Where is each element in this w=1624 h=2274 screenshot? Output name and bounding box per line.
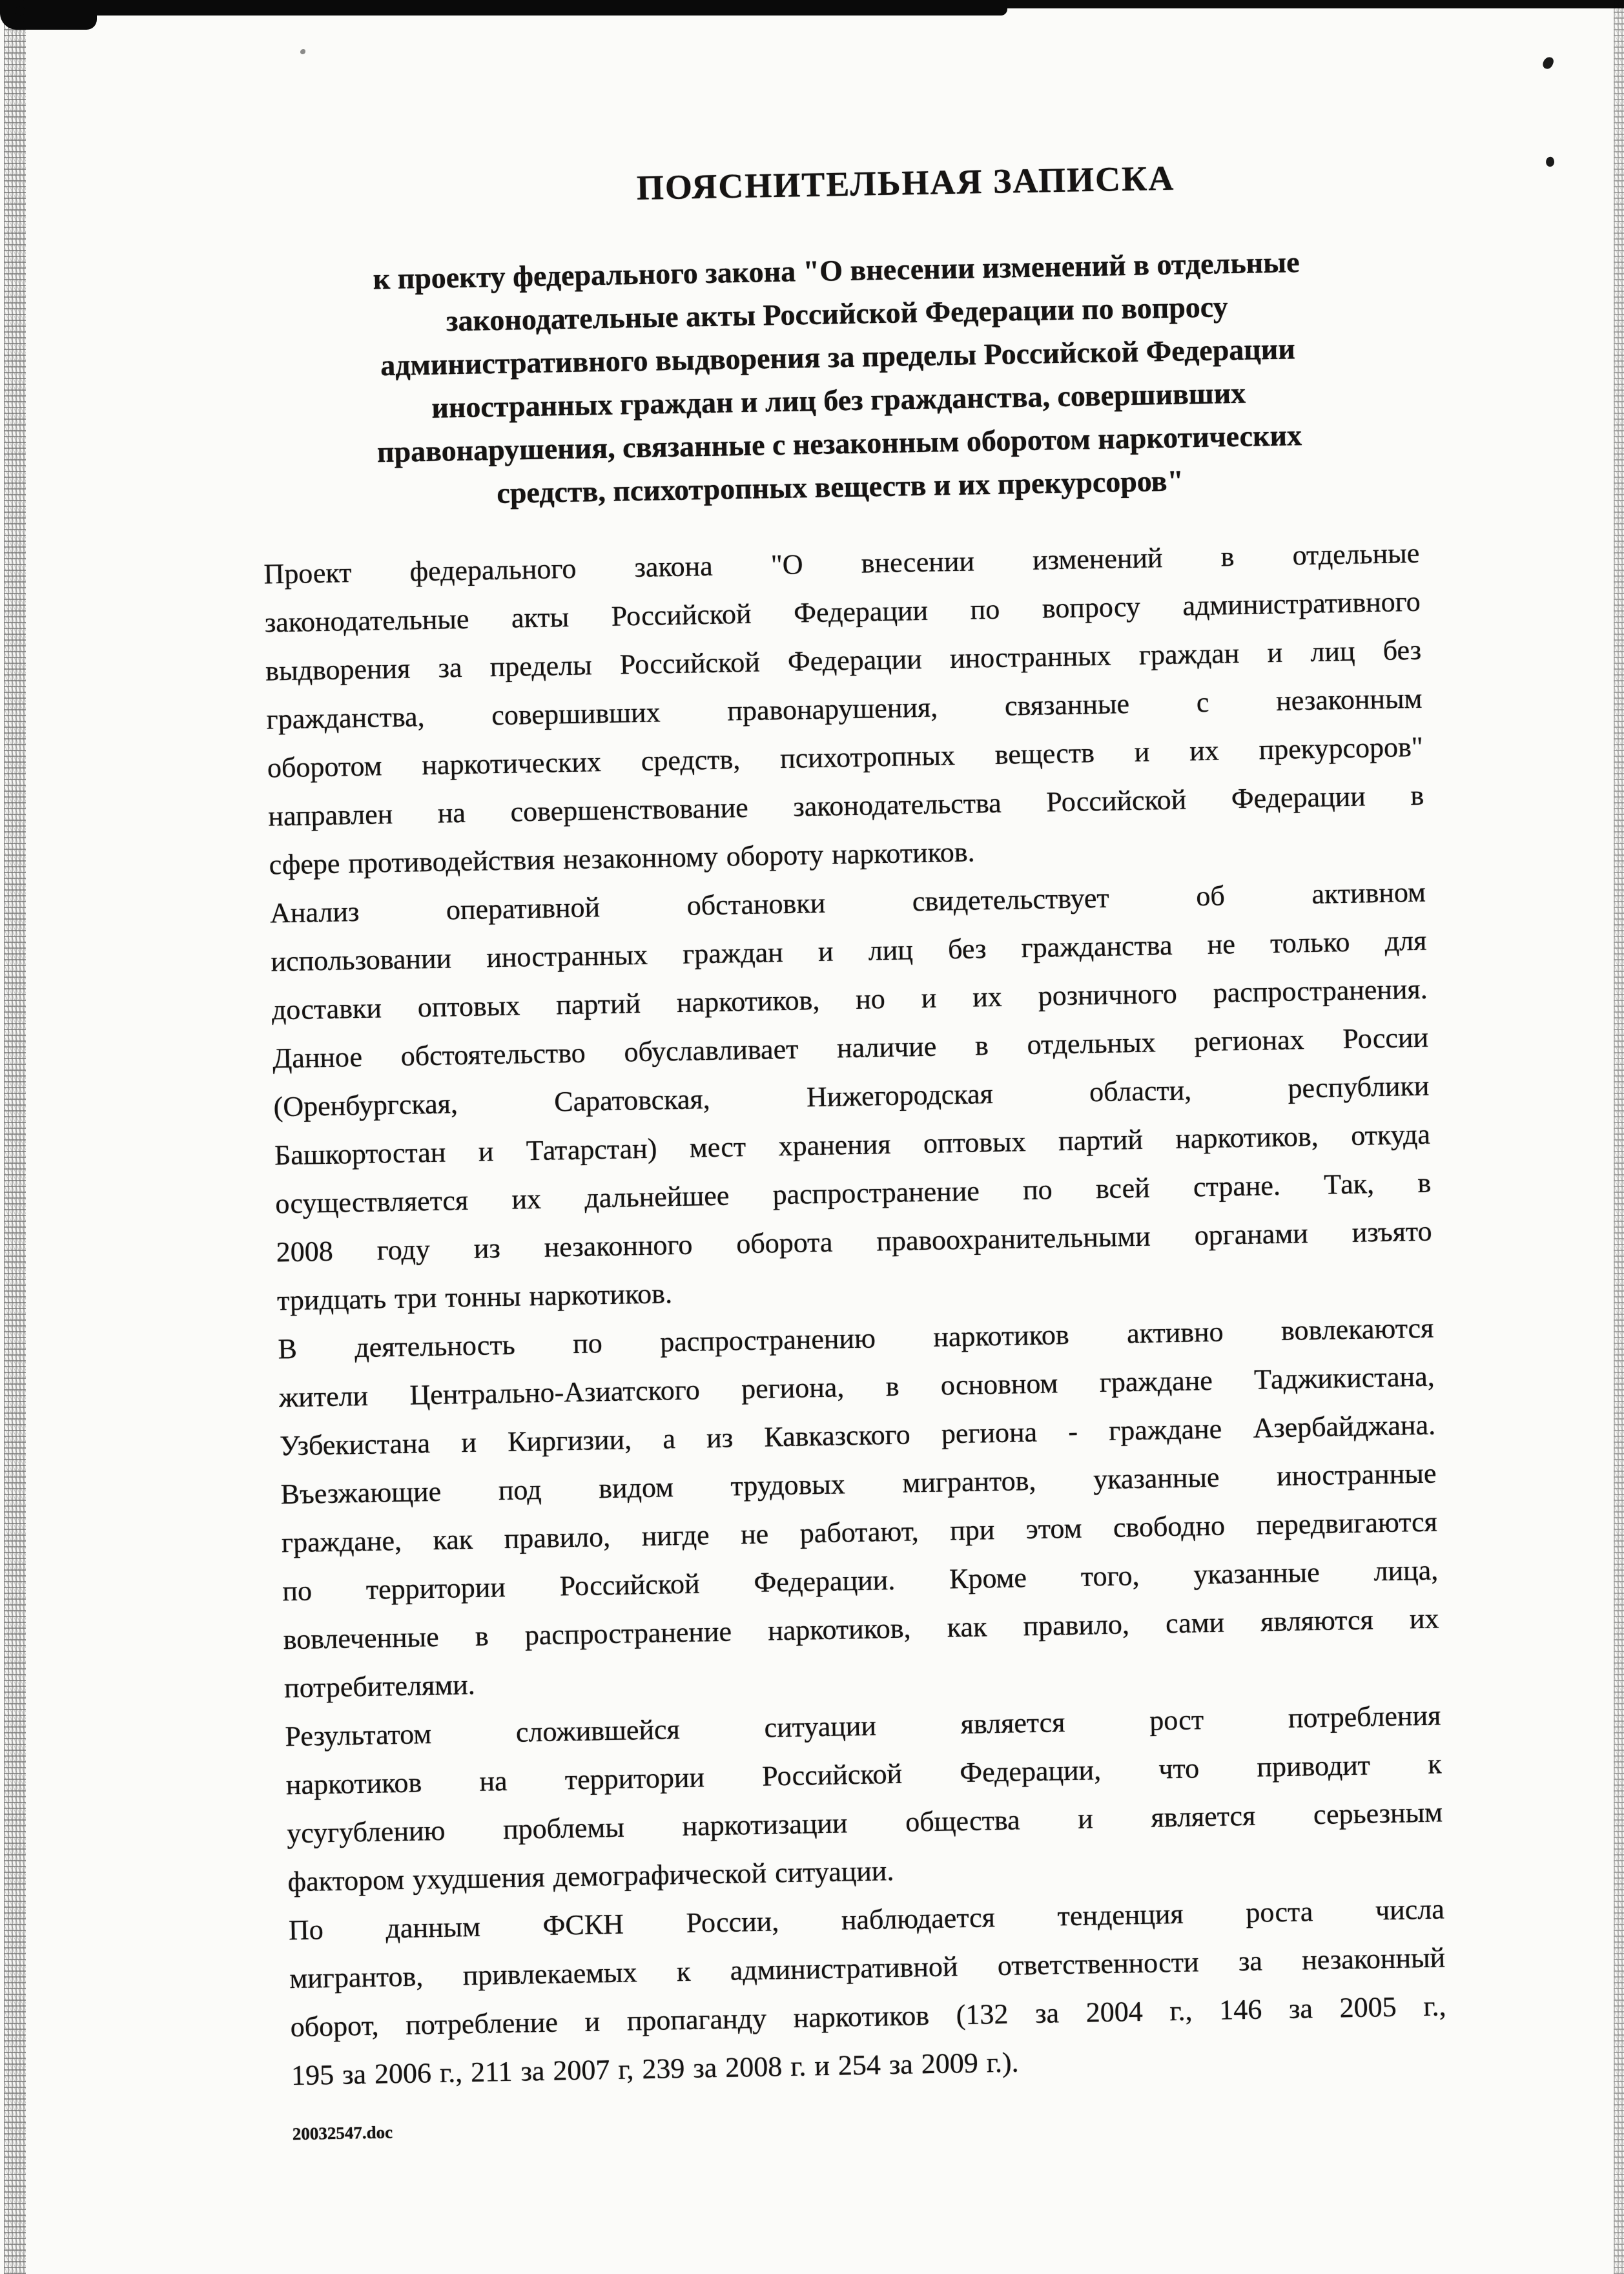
text-line: Анализ оперативной обстановки свидетельствует об активном [269, 876, 1426, 929]
document-content [256, 154, 1448, 2144]
subtitle-line: правонарушения, связанные с незаконным оборотом наркотических [376, 419, 1302, 469]
text-line: 195 за 2006 г., 211 за 2007 г, 239 за 2008 г. и 254 за 2009 г.). [291, 2046, 1019, 2092]
scan-artifact-top-band-left [0, 0, 1007, 16]
document-title: ПОЯСНИТЕЛЬНАЯ ЗАПИСКА [636, 158, 1175, 207]
text-line: осуществляется их дальнейшее распространение по всей стране. Так, в [274, 1166, 1432, 1220]
text-line: Данное обстоятельство обуславливает наличие в отдельных регионах России [272, 1021, 1429, 1075]
subtitle-line: средств, психотропных веществ и их прекурсоров" [496, 464, 1184, 510]
text-line: Результатом сложившейся ситуации является рост потребления [285, 1699, 1441, 1753]
text-line: Башкортостан и Татарстан) мест хранения оптовых партий наркотиков, откуда [274, 1118, 1431, 1172]
text-line: В деятельность по распространению наркотиков активно вовлекаются [278, 1312, 1434, 1365]
ink-speck [1545, 156, 1555, 168]
paragraph [285, 1691, 1444, 1906]
paragraph [263, 529, 1425, 889]
text-line: потребителями. [283, 1668, 476, 1704]
text-line: законодательные акты Российской Федерации по вопросу административного [264, 585, 1421, 639]
scan-noise-right-edge [1614, 0, 1624, 2274]
text-line: оборот, потребление и пропаганду наркотиков (132 за 2004 г., 146 за 2005 г., [290, 1990, 1446, 2043]
text-line: По данным ФСКН России, наблюдается тенденция роста числа [288, 1893, 1445, 1947]
text-line: по территории Российской Федерации. Кроме того, указанные лица, [282, 1554, 1439, 1607]
text-line: Узбекистана и Киргизии, а из Кавказского региона - граждане Азербайджана. [279, 1409, 1436, 1462]
ink-speck [1541, 56, 1555, 70]
paragraph [278, 1304, 1441, 1713]
paragraph-lines [263, 529, 1425, 889]
text-line: выдворения за пределы Российской Федерации иностранных граждан и лиц без [265, 634, 1422, 687]
text-line: сфере противодействия незаконному обороту наркотиков. [269, 836, 975, 881]
subtitle-line: иностранных граждан и лиц без гражданства, совершивших [431, 376, 1246, 424]
paragraph [269, 868, 1433, 1325]
paragraph-lines [278, 1304, 1441, 1713]
text-line: фактором ухудшения демографической ситуации. [287, 1855, 894, 1898]
text-line: (Оренбургская, Саратовская, Нижегородская области, республики [273, 1070, 1430, 1123]
document-body [263, 529, 1448, 2100]
text-line: граждане, как правило, нигде не работают, при этом свободно передвигаются [281, 1505, 1438, 1559]
text-line: направлен на совершенствование законодательства Российской Федерации в [267, 779, 1424, 832]
text-line: усугублению проблемы наркотизации общества и является серьезным [286, 1796, 1443, 1850]
scan-noise-left-edge [4, 0, 26, 2274]
subtitle-line: законодательные акты Российской Федерации по вопросу [446, 290, 1229, 338]
text-line: жители Центрально-Азиатского региона, в основном граждане Таджикистана, [278, 1360, 1435, 1414]
subtitle-line: административного выдворения за пределы Российской Федерации [380, 332, 1296, 382]
footer-filename: 20032547.doc [292, 2122, 393, 2144]
subtitle-line: к проекту федерального закона "О внесении изменений в отдельные [373, 245, 1300, 296]
text-line: доставки оптовых партий наркотиков, но и их розничного распространения. [271, 973, 1428, 1026]
text-line: Въезжающие под видом трудовых мигрантов, указанные иностранные [280, 1457, 1437, 1511]
text-line: тридцать три тонны наркотиков. [276, 1277, 673, 1317]
text-line: гражданства, совершивших правонарушения, связанные с незаконным [266, 682, 1423, 736]
text-line: мигрантов, привлекаемых к административной ответственности за незаконный [289, 1941, 1446, 1995]
paragraph-lines [285, 1691, 1444, 1906]
text-line: оборотом наркотических средств, психотропных веществ и их прекурсоров" [267, 730, 1424, 784]
text-line: 2008 году из незаконного оборота правоохранительными органами изъято [276, 1215, 1432, 1268]
paragraph-lines [269, 868, 1433, 1325]
document-subtitle [258, 238, 1419, 519]
text-line: Проект федерального закона "О внесении изменений в отдельные [263, 537, 1420, 590]
ink-speck [300, 49, 305, 54]
text-line: вовлеченные в распространение наркотиков, как правило, сами являются их [283, 1602, 1439, 1656]
paragraph [288, 1885, 1447, 2100]
text-line: использовании иностранных граждан и лиц без гражданства не только для [271, 924, 1427, 978]
paragraph-lines [288, 1885, 1447, 2100]
text-line: наркотиков на территории Российской Федерации, что приводит к [285, 1748, 1443, 1801]
